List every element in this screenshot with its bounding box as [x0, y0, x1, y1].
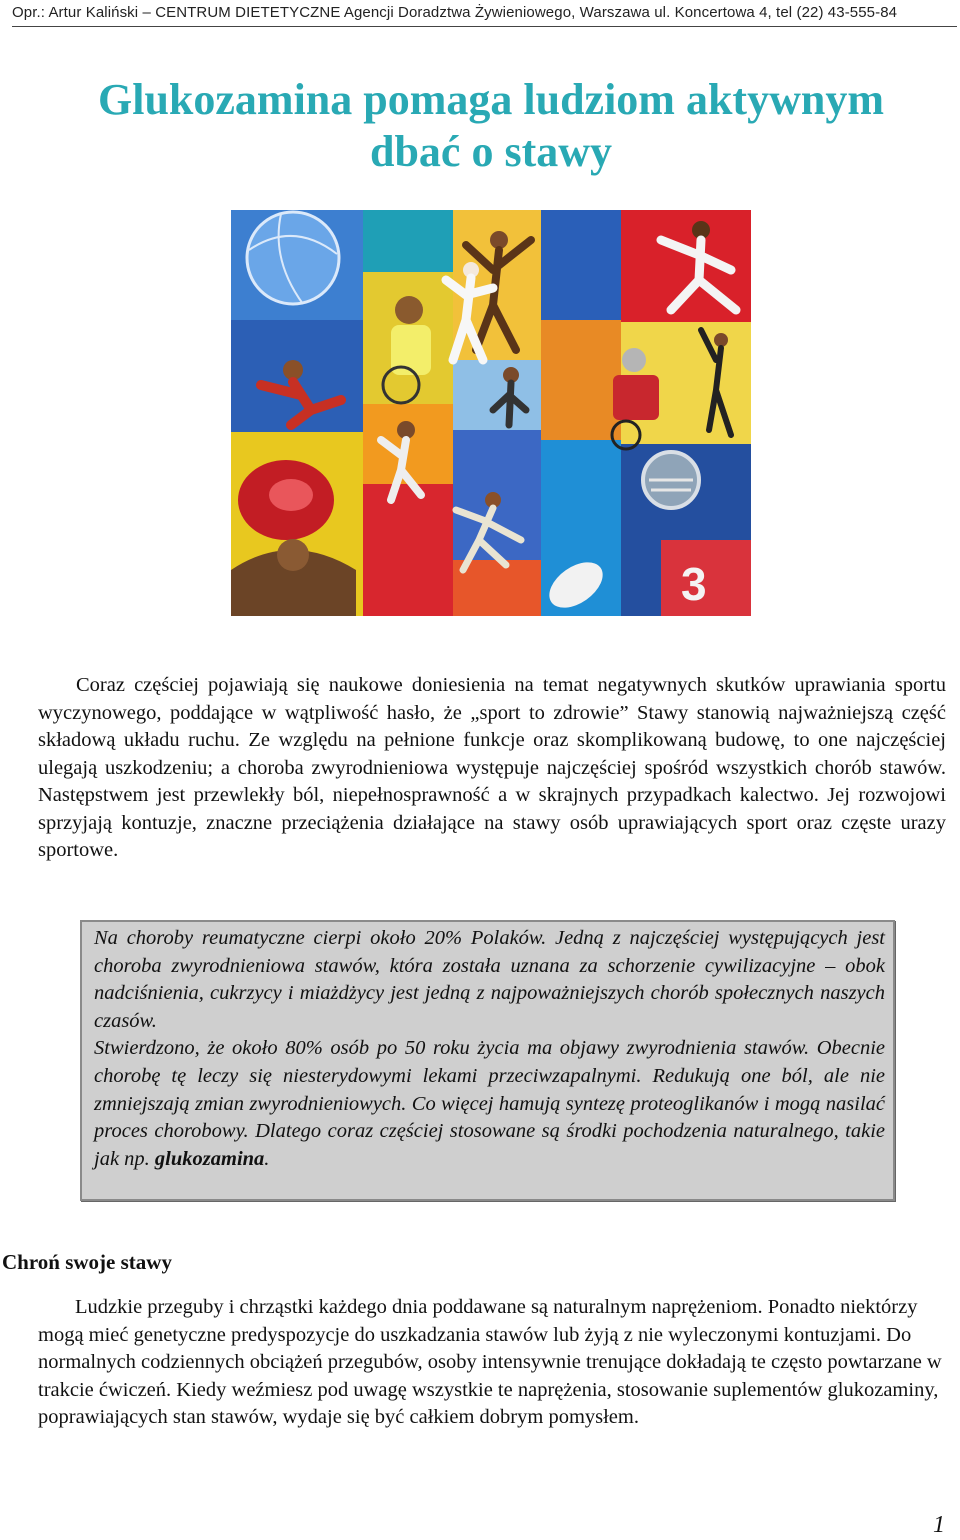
collage-illustration	[231, 210, 751, 616]
callout-paragraph-2	[94, 1035, 885, 1173]
section-paragraph: Ludzkie przeguby i chrząstki każdego dnia poddawane są naturalnym naprężeniom. Ponadto niektórzy mogą mieć genetyczne predyspozycje do uszkadzania stawów lub żyją z nie wyleczonymi kontuzjami. Do normalnych codziennych obciążeń przegubów, osoby intensywnie trenujące dokładają te często powtarzane w trakcie ćwiczeń. Kiedy weźmiesz pod uwagę wszystkie te naprężenia, stosowanie suplementów glukozaminy, poprawiających stan stawów, wydaje się być całkiem dobrym pomysłem.	[38, 1296, 942, 1429]
svg-text:3: 3	[681, 558, 707, 610]
sports-collage-image	[231, 210, 751, 616]
glukozamina-highlight: glukozamina	[154, 1147, 265, 1170]
callout-paragraph-2-end: .	[264, 1147, 270, 1170]
page-title	[0, 74, 960, 178]
header-divider	[12, 26, 957, 27]
callout-box	[80, 920, 895, 1201]
page-number: 1	[933, 1512, 945, 1538]
intro-paragraph: Coraz częściej pojawiają się naukowe doniesienia na temat negatywnych skutków uprawiania sportu wyczynowego, poddające w wątpliwość hasło, że „sport to zdrowie” Stawy stanowią najważniejszą część składową układu ruchu. Ze względu na pełnione funkcje oraz skomplikowaną budowę, to one najczęściej ulegają uszkodzeniu; a choroba zwyrodnieniowa występuje najczęściej spośród wszystkich chorób stawów. Następstwem jest przewlekły ból, niepełnosprawność a w skrajnych przypadkach kalectwo. Jej rozwojowi sprzyjają kontuzje, znaczne przeciążenia działające na stawy osób uprawiających sport oraz częste urazy sportowe.	[38, 674, 946, 861]
section-heading: Chroń swoje stawy	[2, 1250, 172, 1274]
callout-text	[94, 925, 885, 1173]
callout-paragraph-2-text: Stwierdzono, że około 80% osób po 50 roku życia ma objawy zwyrodnienia stawów. Obecnie chorobę tę leczy się niesterydowymi lekami przeciwzapalnymi. Redukują one ból, ale nie zmniejszają zmian zwyrodnieniowych. Co więcej hamują syntezę proteoglikanów i mogą nasilać proces chorobowy. Dlatego coraz częściej stosowane są środki pochodzenia naturalnego, takie jak np.	[94, 1037, 885, 1170]
document-header: Opr.: Artur Kaliński – CENTRUM DIETETYCZNE Agencji Doradztwa Żywieniowego, Warszawa ul. Koncertowa 4, tel (22) 43-555-84	[12, 4, 898, 21]
title-line-1: Glukozamina pomaga ludziom aktywnym	[98, 75, 884, 124]
callout-paragraph-1: Na choroby reumatyczne cierpi około 20% Polaków. Jedną z najczęściej występujących jest choroba zwyrodnieniowa stawów, która została uznana za schorzenie cywilizacyjne – obok nadciśnienia, cukrzycy i miażdżycy jest jedną z najpoważniejszych chorób społecznych naszych czasów.	[94, 927, 885, 1032]
title-line-2: dbać o stawy	[369, 127, 613, 176]
